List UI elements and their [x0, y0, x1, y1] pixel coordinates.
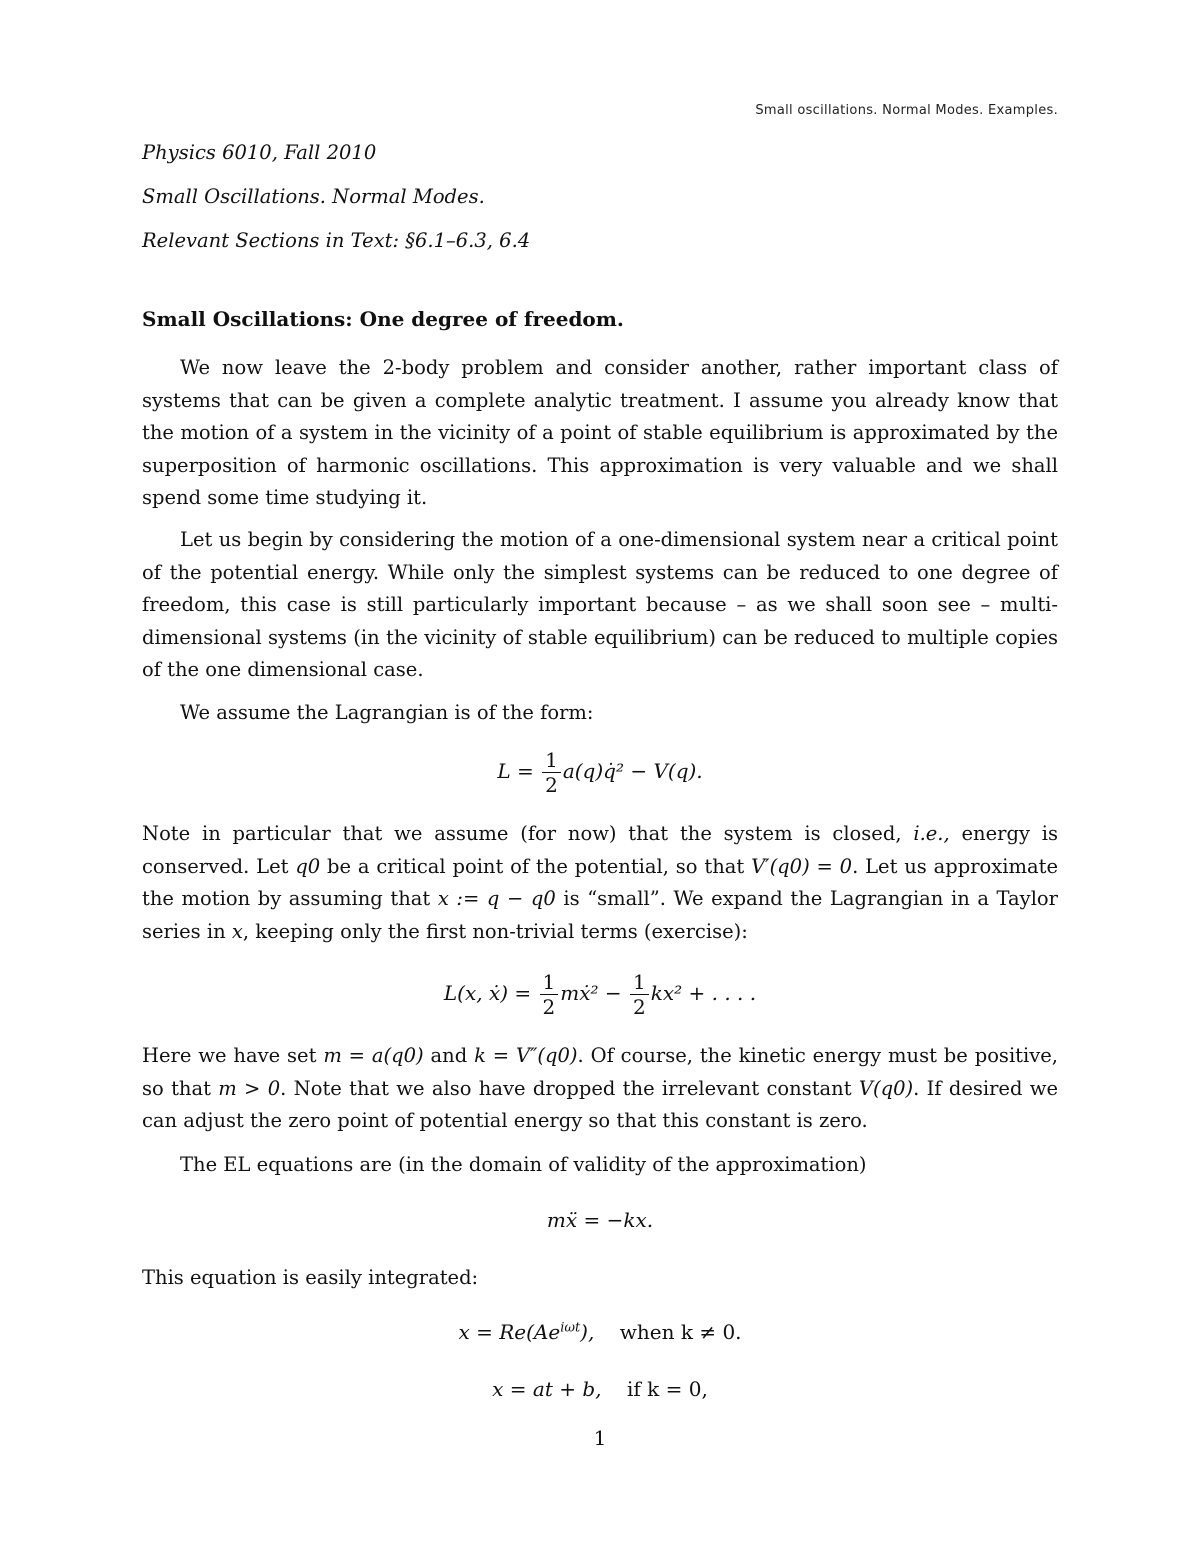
topic-line: Small Oscillations. Normal Modes. — [142, 185, 485, 208]
section-heading: Small Oscillations: One degree of freedom. — [142, 307, 624, 331]
paragraph-intro: We now leave the 2-body problem and consider another, rather important class of systems that can be given a complete analytic treatment. I assume you already know that the motion of a system in the vicinity of a point of stable equilibrium is approximated by the superposition of harmonic oscillations. This approximation is very valuable and we shall spend some time studying it. — [142, 356, 1058, 509]
paragraph-closed-system: Note in particular that we assume (for now) that the system is closed, i.e., energy is conserved. Let q0 be a critical point of the potential, so that V′(q0) = 0. Let us approximate the motion by assuming that x := q − q0 is “small”. We expand the Lagrangian in a Taylor series in x, keeping only the first non-trivial terms (exercise): — [142, 822, 1059, 943]
page-number: 1 — [593, 1426, 607, 1450]
fraction-half: $\frac{1}{2}$ — [630, 970, 649, 1019]
lagrangian-lhs: L = — [497, 759, 534, 783]
fraction-half: $\frac{1}{2}$ — [540, 970, 559, 1019]
course-line: Physics 6010, Fall 2010 — [142, 141, 377, 164]
paragraph-parameters: Here we have set m = a(q0) and k = V″(q0). Of course, the kinetic energy must be positive, so that m > 0. Note that we also have dropped the irrelevant constant V(q0). If desired we can adjust the zero point of potential energy so that this constant is zero. — [142, 1044, 1059, 1132]
equation-lagrangian — [142, 748, 1058, 797]
fraction-half: $\frac{1}{2}$ — [542, 748, 561, 797]
paragraph-one-dimensional: Let us begin by considering the motion of a one-dimensional system near a critical point of the potential energy. While only the simplest systems can be reduced to one degree of freedom, this case is still particularly important because – as we shall soon see – multi-dimensional systems (in the vicinity of stable equilibrium) can be reduced to multiple copies of the one dimensional case. — [142, 528, 1058, 681]
sections-line: Relevant Sections in Text: §6.1–6.3, 6.4 — [142, 229, 531, 252]
paragraph-lagrangian-form: We assume the Lagrangian is of the form: — [180, 701, 594, 724]
paragraph-el-equations: The EL equations are (in the domain of validity of the approximation) — [180, 1153, 867, 1176]
paragraph-integration: This equation is easily integrated: — [142, 1266, 479, 1289]
equation-solution-linear: x = at + b, if k = 0, — [492, 1377, 708, 1401]
lagrangian-rhs: a(q)q̇² − V(q). — [562, 759, 703, 783]
running-header: Small oscillations. Normal Modes. Examples. — [755, 103, 1058, 118]
equation-el: mẍ = −kx. — [546, 1208, 654, 1232]
equation-solution-oscillatory: $x = Re(Ae^{i\omega t})$, when k ≠ 0. — [458, 1320, 742, 1344]
equation-taylor: L(x, ẋ) = $\frac{1}{2}$ mẋ² − $\frac{1}{2}$ kx² + . . . . — [443, 970, 757, 1019]
